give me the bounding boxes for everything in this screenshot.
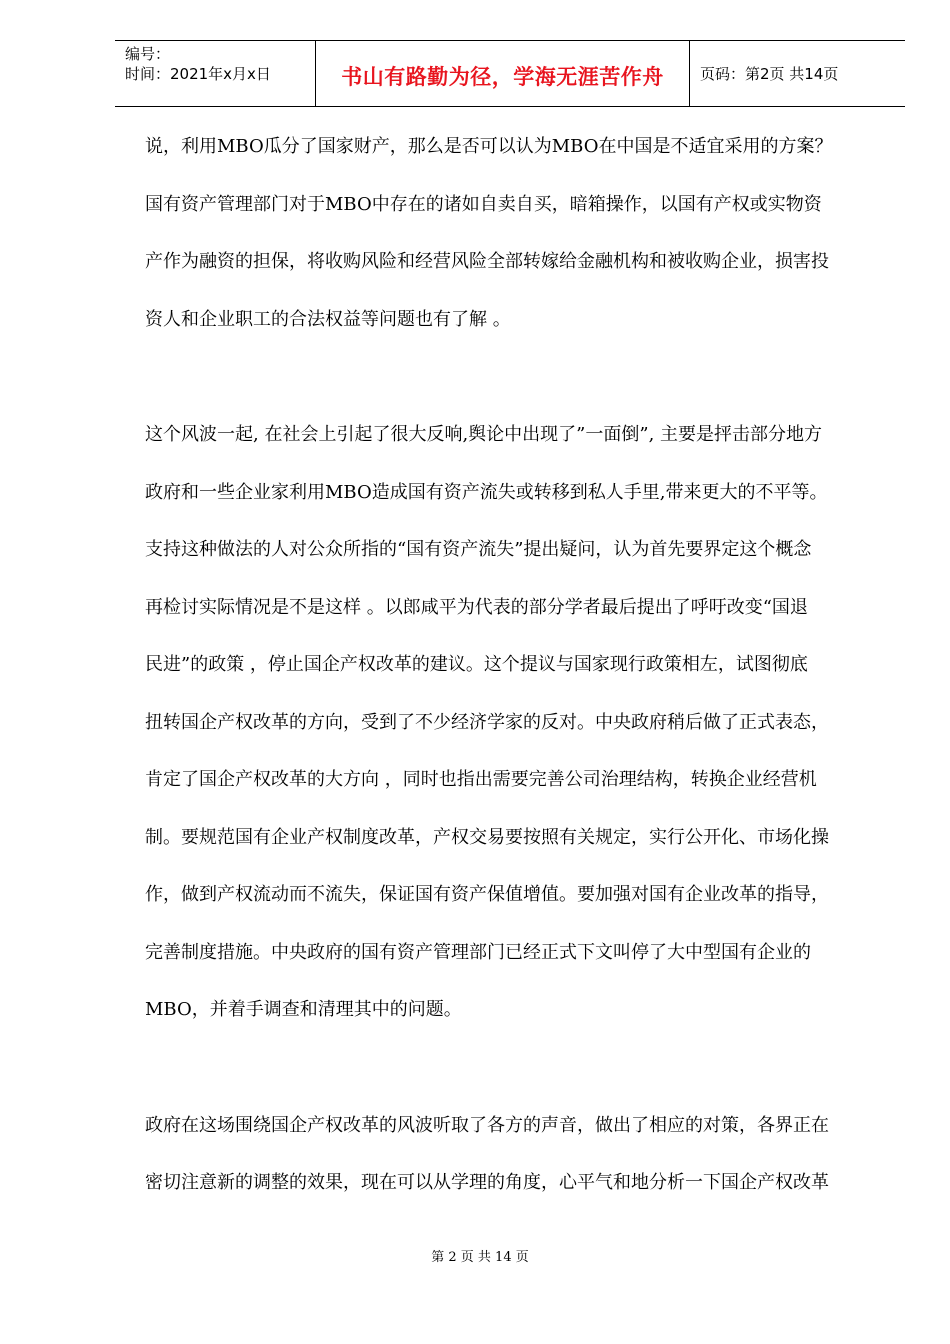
header-page-cell (690, 41, 905, 106)
text-line: 政府在这场围绕国企产权改革的风波听取了各方的声音，做出了相应的对策，各界正在 (145, 1114, 829, 1136)
text-line: 制。要规范国有企业产权制度改革，产权交易要按照有关规定，实行公开化、市场化操 (145, 826, 829, 848)
text-line: 作，做到产权流动而不流失，保证国有资产保值增值。要加强对国有企业改革的指导， (145, 884, 829, 905)
document-time-label: 时间：2021年x月x日 (125, 65, 271, 83)
header-page-number: 页码：第2页 共14页 (700, 65, 839, 83)
page-footer: 第 2 页 共 14 页 (431, 1250, 529, 1265)
text-line: 国有资产管理部门对于MBO中存在的诸如自卖自买，暗箱操作，以国有产权或实物资 (145, 193, 822, 215)
text-line: 肯定了国企产权改革的大方向 ，同时也指出需要完善公司治理结构，转换企业经营机 (145, 769, 817, 790)
text-line: 完善制度措施。中央政府的国有资产管理部门已经正式下文叫停了大中型国有企业的 (145, 941, 811, 963)
header-meta-cell (115, 41, 316, 106)
text-line: 这个风波一起, 在社会上引起了很大反响,舆论中出现了”一面倒”, 主要是抨击部分地方 (145, 424, 823, 445)
text-line: 再检讨实际情况是不是这样 。以郎咸平为代表的部分学者最后提出了呼吁改变“国退 (145, 596, 808, 618)
paragraph-gap (145, 1049, 885, 1107)
document-number-label: 编号： (125, 45, 171, 63)
paragraph-gap (145, 358, 885, 416)
text-line: 密切注意新的调整的效果，现在可以从学理的角度，心平气和地分析一下国企产权改革 (145, 1172, 829, 1193)
text-line: 民进”的政策 ，停止国企产权改革的建议。这个提议与国家现行政策相左，试图彻底 (145, 654, 808, 675)
text-line: 政府和一些企业家利用MBO造成国有资产流失或转移到私人手里,带来更大的不平等。 (145, 481, 828, 503)
paragraph-2 (145, 416, 885, 1049)
text-line: 说，利用MBO瓜分了国家财产，那么是否可以认为MBO在中国是不适宜采用的方案？ (145, 136, 833, 157)
document-body (145, 128, 885, 1222)
text-line: MBO，并着手调查和清理其中的问题。 (145, 999, 462, 1020)
header-motto: 书山有路勤为径，学海无涯苦作舟 (341, 64, 664, 89)
page-header (115, 40, 905, 107)
text-line: 产作为融资的担保，将收购风险和经营风险全部转嫁给金融机构和被收购企业，损害投 (145, 251, 829, 272)
header-motto-cell (316, 41, 690, 106)
text-line: 支持这种做法的人对公众所指的“国有资产流失”提出疑问，认为首先要界定这个概念 (145, 539, 812, 560)
paragraph-1 (145, 128, 885, 358)
text-line: 资人和企业职工的合法权益等问题也有了解 。 (145, 308, 511, 330)
text-line: 扭转国企产权改革的方向，受到了不少经济学家的反对。中央政府稍后做了正式表态， (145, 711, 829, 733)
paragraph-3 (145, 1107, 885, 1222)
